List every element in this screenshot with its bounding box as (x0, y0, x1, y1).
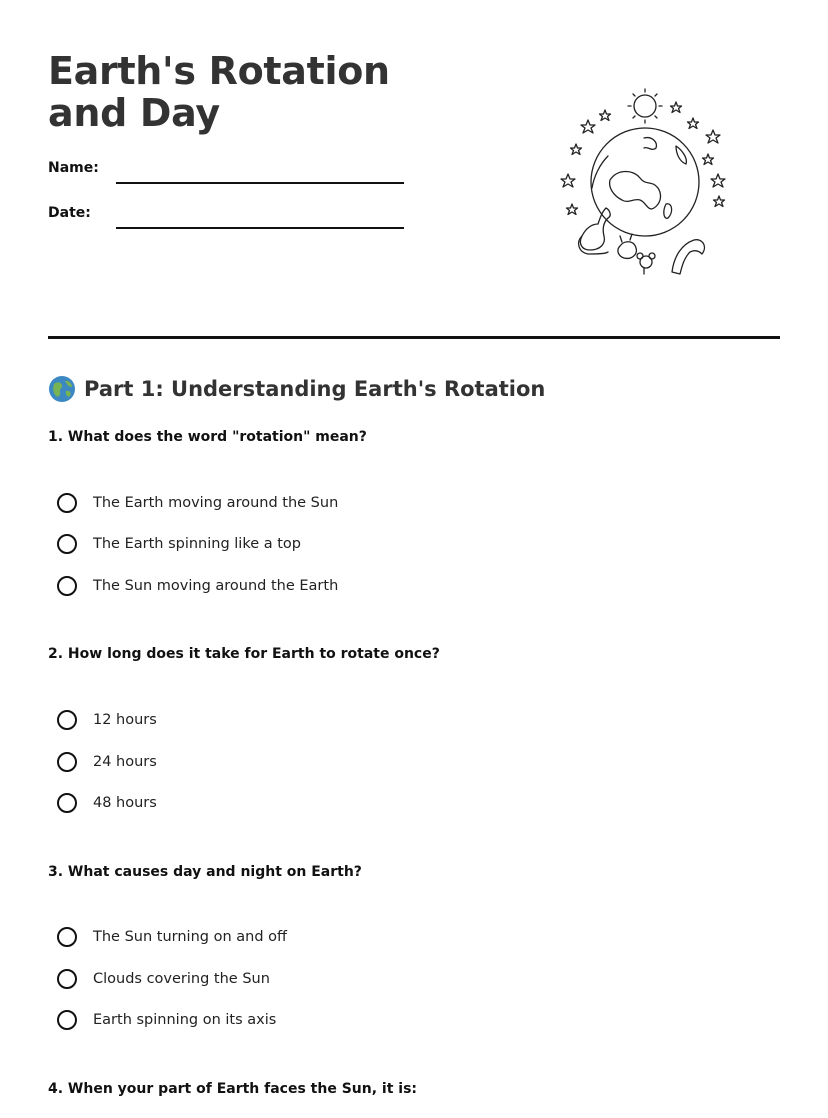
name-line[interactable] (116, 182, 404, 184)
q1-option-3[interactable] (57, 573, 338, 599)
earth-illustration-icon (548, 84, 738, 280)
option-label: 48 hours (93, 795, 157, 811)
question-3: 3. What causes day and night on Earth? (48, 864, 362, 880)
option-label: 12 hours (93, 712, 157, 728)
q1-option-2[interactable] (57, 531, 301, 557)
worksheet-title: Earth's Rotation and Day (48, 49, 390, 135)
date-label: Date: (48, 205, 91, 221)
option-label: Clouds covering the Sun (93, 971, 270, 987)
radio-button[interactable] (57, 1010, 77, 1030)
option-label: The Sun turning on and off (93, 929, 287, 945)
question-1: 1. What does the word "rotation" mean? (48, 429, 367, 445)
q3-option-1[interactable] (57, 924, 287, 950)
radio-button[interactable] (57, 752, 77, 772)
radio-button[interactable] (57, 576, 77, 596)
radio-button[interactable] (57, 534, 77, 554)
question-2: 2. How long does it take for Earth to rotate once? (48, 646, 440, 662)
radio-button[interactable] (57, 493, 77, 513)
option-label: The Earth spinning like a top (93, 536, 301, 552)
radio-button[interactable] (57, 793, 77, 813)
name-label: Name: (48, 160, 99, 176)
option-label: 24 hours (93, 754, 157, 770)
q2-option-3[interactable] (57, 790, 157, 816)
name-field (48, 160, 408, 184)
q2-option-2[interactable] (57, 749, 157, 775)
sun-rays (628, 89, 662, 123)
date-field (48, 205, 408, 229)
option-label: The Earth moving around the Sun (93, 495, 339, 511)
q3-option-3[interactable] (57, 1007, 276, 1033)
part1-title: Part 1: Understanding Earth's Rotation (84, 377, 546, 401)
radio-button[interactable] (57, 710, 77, 730)
globe-emoji-icon (48, 375, 76, 403)
option-label: Earth spinning on its axis (93, 1012, 277, 1028)
q2-option-1[interactable] (57, 707, 157, 733)
q3-option-2[interactable] (57, 966, 270, 992)
question-4: 4. When your part of Earth faces the Sun, it is: (48, 1081, 418, 1097)
radio-button[interactable] (57, 927, 77, 947)
option-label: The Sun moving around the Earth (93, 578, 339, 594)
section-divider (48, 336, 780, 339)
date-line[interactable] (116, 227, 404, 229)
radio-button[interactable] (57, 969, 77, 989)
part1-header (48, 372, 545, 406)
q1-option-1[interactable] (57, 490, 338, 516)
